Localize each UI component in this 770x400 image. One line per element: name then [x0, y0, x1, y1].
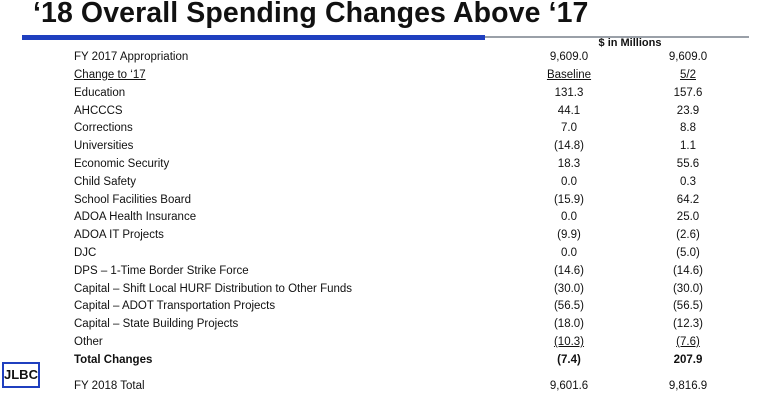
row-label: School Facilities Board: [74, 194, 191, 206]
may2-value: 1.1: [680, 140, 696, 152]
table-row: [0, 158, 770, 176]
row-label: Economic Security: [74, 158, 170, 170]
table-row: [0, 69, 770, 87]
row-label: FY 2018 Total: [74, 380, 145, 392]
baseline-value: (10.3): [553, 336, 585, 348]
row-label: Other: [74, 336, 103, 348]
table-row: [0, 51, 770, 69]
row-label: Child Safety: [74, 176, 137, 188]
baseline-value: (30.0): [553, 283, 585, 295]
may2-value: 207.9: [673, 354, 703, 366]
row-label: Capital – State Building Projects: [74, 318, 239, 330]
may2-value: (30.0): [672, 283, 704, 295]
row-label: Change to ‘17: [74, 69, 146, 81]
title-rule: [22, 35, 485, 40]
baseline-value: (14.8): [553, 140, 585, 152]
baseline-value: 9,601.6: [549, 380, 589, 392]
row-label: FY 2017 Appropriation: [74, 51, 189, 63]
baseline-value: (14.6): [553, 265, 585, 277]
may2-value: 55.6: [676, 158, 700, 170]
baseline-value: Baseline: [546, 69, 592, 81]
table-row: [0, 229, 770, 247]
may2-value: 23.9: [676, 105, 700, 117]
row-label: ADOA Health Insurance: [74, 211, 197, 223]
table-row: [0, 122, 770, 140]
baseline-value: (56.5): [553, 300, 585, 312]
row-label: ADOA IT Projects: [74, 229, 164, 241]
table-row: [0, 265, 770, 283]
baseline-value: 131.3: [554, 87, 584, 99]
table-row: [0, 176, 770, 194]
row-label: Total Changes: [74, 354, 153, 366]
baseline-value: 0.0: [561, 211, 577, 223]
may2-value: (56.5): [672, 300, 704, 312]
baseline-value: 0.0: [561, 247, 577, 259]
row-label: DJC: [74, 247, 97, 259]
table-row: [0, 140, 770, 158]
may2-value: (2.6): [676, 229, 700, 241]
row-label: DPS – 1-Time Border Strike Force: [74, 265, 249, 277]
row-label: Capital – Shift Local HURF Distribution to Other Funds: [74, 283, 353, 295]
may2-value: (7.6): [676, 336, 700, 348]
table-row: [0, 194, 770, 212]
may2-value: 64.2: [676, 194, 700, 206]
table-row: [0, 105, 770, 123]
jlbc-logo: JLBC: [2, 362, 40, 388]
table-row: [0, 283, 770, 301]
table-row: [0, 87, 770, 105]
row-label: Capital – ADOT Transportation Projects: [74, 300, 276, 312]
units-header: $ in Millions: [598, 37, 662, 49]
may2-value: (5.0): [676, 247, 700, 259]
baseline-value: (15.9): [553, 194, 585, 206]
baseline-value: 44.1: [557, 105, 581, 117]
baseline-value: 9,609.0: [549, 51, 589, 63]
row-label: Corrections: [74, 122, 133, 134]
baseline-value: (7.4): [557, 354, 581, 366]
table-row: [0, 247, 770, 265]
may2-value: 5/2: [680, 69, 696, 81]
slide-title: ‘18 Overall Spending Changes Above ‘17: [33, 0, 589, 29]
row-label: Education: [74, 87, 126, 99]
baseline-value: 0.0: [561, 176, 577, 188]
table-row: [0, 336, 770, 354]
baseline-value: 18.3: [557, 158, 581, 170]
table-row: [0, 380, 770, 398]
may2-value: (14.6): [672, 265, 704, 277]
table-row: [0, 300, 770, 318]
may2-value: 9,816.9: [668, 380, 708, 392]
may2-value: 0.3: [680, 176, 696, 188]
may2-value: 25.0: [676, 211, 700, 223]
row-label: AHCCCS: [74, 105, 123, 117]
table-row: [0, 211, 770, 229]
may2-value: 157.6: [673, 87, 703, 99]
may2-value: 8.8: [680, 122, 696, 134]
may2-value: 9,609.0: [668, 51, 708, 63]
table-row: [0, 354, 770, 372]
baseline-value: (9.9): [557, 229, 581, 241]
baseline-value: 7.0: [561, 122, 577, 134]
may2-value: (12.3): [672, 318, 704, 330]
table-row: [0, 318, 770, 336]
baseline-value: (18.0): [553, 318, 585, 330]
row-label: Universities: [74, 140, 134, 152]
